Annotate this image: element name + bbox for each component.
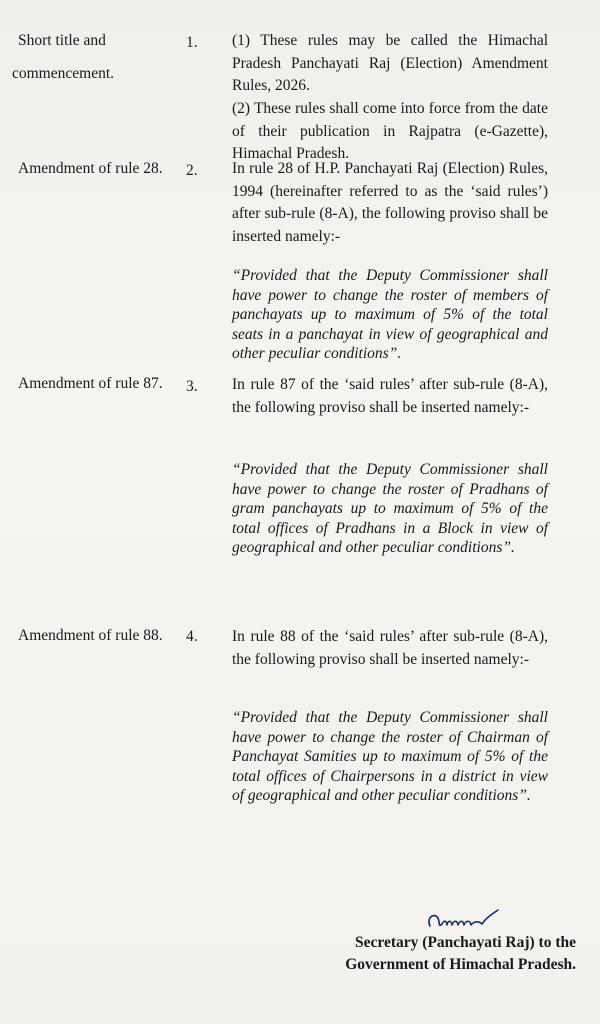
section-1-para-1: (1) These rules may be called the Himachal Pradesh Panchayati Raj (Election) Amendment Rules, 2026. [232,32,548,94]
signatory-line-2: Government of Himachal Pradesh. [345,956,576,973]
section-4-intro: In rule 88 of the ‘said rules’ after sub-rule (8-A), the following proviso shall be inserted namely:- [232,628,548,668]
section-3-intro: In rule 87 of the ‘said rules’ after sub-rule (8-A), the following proviso shall be inserted namely:- [232,376,548,416]
margin-note-line: Short title and [18,32,106,49]
section-2-proviso: “Provided that the Deputy Commissioner shall have power to change the roster of members of panchayats up to maximum of 5% of the total seats in a panchayat in view of geographical and other peculiar conditions”. [232,267,548,362]
section-3-proviso: “Provided that the Deputy Commissioner shall have power to change the roster of Pradhans of gram panchayats up to maximum of 5% of the total offices of Pradhans in a Block in view of geographical and other peculiar conditions”. [232,461,548,556]
section-number: 2. [186,162,198,179]
margin-note-rule-28: Amendment of rule 28. [18,160,163,177]
section-2-intro: In rule 28 of H.P. Panchayati Raj (Election) Rules, 1994 (hereinafter referred to as the ‘said rules’) after sub-rule (8-A), the following proviso shall be inserted namely:- [232,160,548,245]
section-1-para-2: (2) These rules shall come into force from the date of their publication in Rajpatra (e-Gazette), Himachal Pradesh. [232,100,548,162]
section-number: 4. [186,628,198,645]
signatory-line-1: Secretary (Panchayati Raj) to the [355,934,576,951]
section-number: 1. [186,34,198,51]
margin-note-rule-88: Amendment of rule 88. [18,627,163,644]
signatory-block [300,932,576,976]
section-number: 3. [186,378,198,395]
margin-note-rule-87: Amendment of rule 87. [18,375,163,392]
margin-note-line: commencement. [12,65,114,82]
section-4-proviso: “Provided that the Deputy Commissioner shall have power to change the roster of Chairman of Panchayat Samities up to maximum of 5% of the total offices of Chairpersons in a district in view of geographical and other peculiar conditions”. [232,709,548,804]
margin-note-short-title [12,31,168,83]
